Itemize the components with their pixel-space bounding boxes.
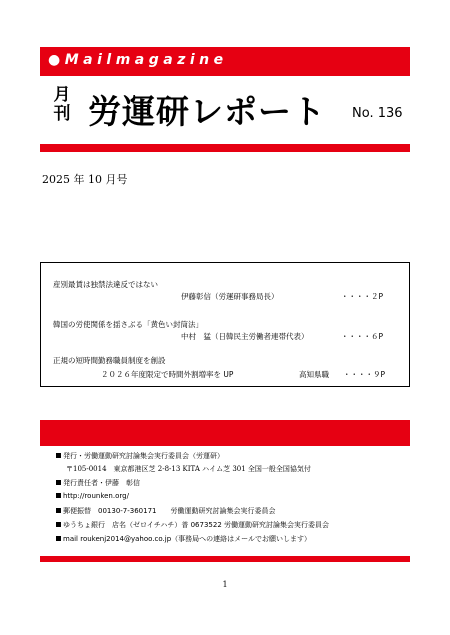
info-mail	[56, 534, 311, 544]
bullet-square-icon	[56, 508, 61, 513]
middle-red-bar	[40, 420, 410, 446]
gekkan-label	[52, 86, 72, 124]
publisher-text: 発行・労働運動研究討論集会実行委員会（労運研）	[63, 452, 224, 460]
info-publisher	[56, 451, 224, 461]
issue-date: 2025 年 10 月号	[42, 173, 128, 186]
bullet-square-icon	[56, 536, 61, 541]
toc-item-1-author: 伊藤彰信（労運研事務局長）	[181, 292, 279, 301]
bottom-red-rule	[40, 556, 410, 562]
bullet-square-icon	[56, 522, 61, 527]
bullet-square-icon	[56, 453, 61, 458]
toc-item-3-subtitle: ２０２６年度限定で時間外割増率を UP	[101, 370, 234, 379]
bullet-square-icon	[56, 480, 61, 485]
toc-item-3-page: ・・・・９P	[343, 370, 386, 379]
newsletter-title: 労運研レポート	[88, 92, 326, 131]
info-url	[56, 492, 129, 500]
toc-item-2-author: 中村 猛（日韓民主労働者連帯代表）	[181, 332, 309, 341]
issue-number: No. 136	[352, 106, 403, 121]
gekkan-top: 月	[53, 85, 71, 105]
toc-item-1-title: 産別最賃は独禁法違反ではない	[53, 280, 158, 289]
table-of-contents	[40, 262, 410, 387]
editor-text: 発行責任者・伊藤 彰信	[63, 479, 140, 487]
url-link[interactable]: http://rounken.org/	[63, 492, 129, 500]
info-postal	[56, 506, 276, 516]
gekkan-bottom: 刊	[53, 104, 71, 124]
toc-item-2-title: 韓国の労使関係を揺さぶる「黄色い封筒法」	[53, 320, 203, 329]
banner-text: ●Mailmagazine	[48, 52, 228, 68]
top-red-rule	[40, 144, 410, 152]
mail-text[interactable]: mail roukenj2014@yahoo.co.jp（事務局への連絡はメールでお願いします）	[63, 535, 311, 543]
info-bank	[56, 520, 329, 530]
bank-text: ゆうちょ銀行 店名（ゼロイチハチ）普 0673522 労働運動研究討論集会実行委員会	[63, 521, 329, 529]
postal-text: 郵便振替 00130-7-360171 労働運動研究討論集会実行委員会	[63, 507, 276, 515]
toc-item-1-page: ・・・・２P	[341, 292, 384, 301]
toc-item-2-page: ・・・・６P	[341, 332, 384, 341]
header-banner	[40, 47, 410, 76]
bullet-square-icon	[56, 493, 61, 498]
info-address: 〒105-0014 東京都港区芝 2-8-13 KITA ハイム芝 301 全国一般全国協気付	[66, 465, 311, 473]
toc-item-3-title: 正規の短時間勤務職員制度を創設	[53, 356, 166, 365]
page-number: 1	[222, 580, 228, 589]
toc-item-3-author: 高知県職	[299, 370, 329, 379]
info-editor	[56, 478, 140, 488]
